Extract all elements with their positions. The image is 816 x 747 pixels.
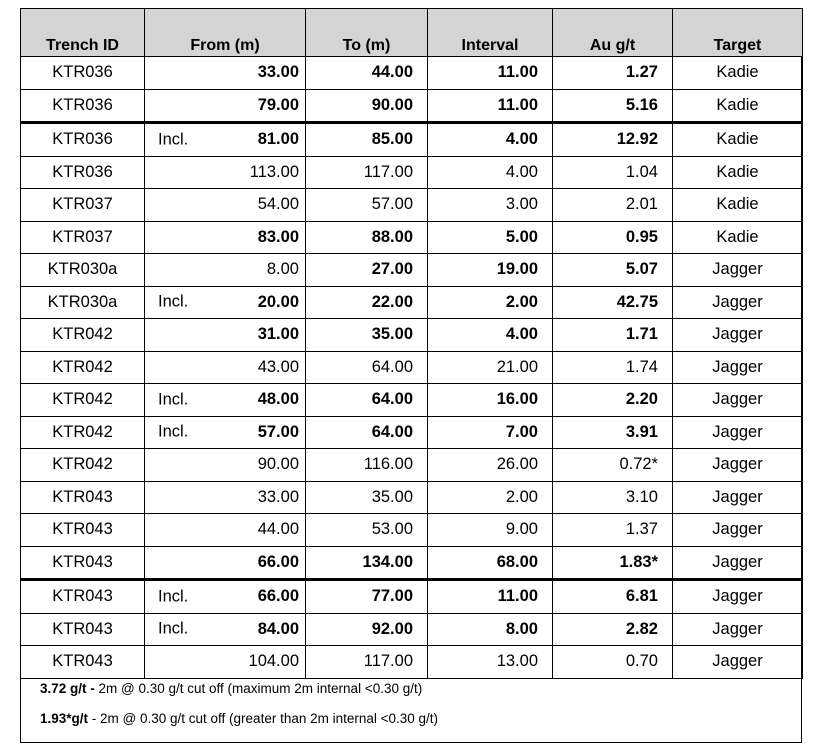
cell-interval-value: 3.00 [505,195,538,214]
cell-target-value: Jagger [712,587,763,606]
cell-trench-id-value: KTR030a [47,292,118,311]
cell-to [306,123,428,157]
cell-trench-id [21,384,145,417]
cell-trench-id-value: KTR042 [52,325,113,344]
cell-interval-value: 13.00 [496,652,538,671]
included-label: Incl. [158,587,189,606]
cell-target-value: Jagger [712,520,763,539]
cell-interval [428,449,553,482]
cell-from [145,123,306,157]
cell-to [306,221,428,254]
cell-target [673,221,803,254]
cell-interval-value: 26.00 [496,455,538,474]
cell-to-value: 35.00 [371,325,413,344]
cell-trench-id-value: KTR036 [52,95,113,114]
cell-au [553,351,673,384]
cell-target [673,156,803,189]
cell-trench-id-value: KTR043 [52,587,113,606]
cell-trench-id [21,613,145,646]
cell-interval-value: 4.00 [505,130,538,149]
cell-interval-value: 5.00 [505,227,538,246]
cell-au [553,384,673,417]
cell-from-value: 54.00 [257,195,299,214]
cell-from-value: 104.00 [248,652,299,671]
cell-trench-id [21,156,145,189]
cell-to-value: 64.00 [371,390,413,409]
cell-target-value: Jagger [712,260,763,279]
cell-trench-id-value: KTR043 [52,652,113,671]
cell-interval [428,123,553,157]
cell-au-value: 3.91 [625,422,658,441]
header-target: Target [673,9,803,57]
cell-to-value: 116.00 [363,455,413,474]
cell-au-value: 2.82 [625,619,658,638]
cell-to-value: 77.00 [371,587,413,606]
cell-interval [428,189,553,222]
cell-to [306,254,428,287]
cell-trench-id-value: KTR042 [52,422,113,441]
included-label: Incl. [158,390,189,409]
cell-au-value: 1.37 [625,520,658,539]
cell-trench-id-value: KTR043 [52,552,113,571]
cell-interval [428,89,553,123]
table-row [21,221,803,254]
table-body [21,57,803,679]
included-label: Incl. [158,130,189,149]
cell-to [306,546,428,580]
cell-interval-value: 21.00 [496,357,538,376]
cell-target [673,351,803,384]
cell-from [145,580,306,614]
cell-au [553,580,673,614]
cell-to [306,89,428,123]
footnote-2 [40,712,438,726]
cell-target [673,89,803,123]
assay-results-table [20,8,803,679]
cell-au-value: 0.72* [619,455,658,474]
cell-trench-id-value: KTR042 [52,390,113,409]
cell-au-value: 5.16 [625,95,658,114]
cell-target [673,449,803,482]
cell-interval [428,646,553,679]
cell-trench-id-value: KTR042 [52,357,113,376]
cell-interval [428,546,553,580]
cell-interval-value: 7.00 [505,422,538,441]
included-label: Incl. [158,292,189,311]
cell-to [306,580,428,614]
cell-from [145,416,306,449]
cell-from [145,481,306,514]
cell-target [673,514,803,547]
cell-from [145,514,306,547]
cell-target [673,286,803,319]
cell-trench-id [21,319,145,352]
table-row [21,481,803,514]
included-label: Incl. [158,422,189,441]
cell-trench-id [21,546,145,580]
table-row [21,156,803,189]
table-row [21,646,803,679]
cell-interval [428,514,553,547]
cell-target-value: Jagger [712,292,763,311]
cell-to [306,514,428,547]
cell-from-value: 33.00 [257,63,299,82]
cell-au [553,449,673,482]
cell-trench-id [21,189,145,222]
cell-trench-id [21,123,145,157]
cell-interval-value: 4.00 [505,325,538,344]
cell-from [145,221,306,254]
cell-trench-id-value: KTR043 [52,487,113,506]
cell-from [145,546,306,580]
footnotes [40,682,438,742]
cell-target [673,384,803,417]
cell-au [553,286,673,319]
table-row [21,546,803,580]
cell-to [306,613,428,646]
cell-au [553,221,673,254]
cell-to-value: 134.00 [362,552,413,571]
cell-au [553,546,673,580]
cell-interval-value: 4.00 [505,162,538,181]
cell-interval [428,481,553,514]
cell-from-value: 66.00 [257,587,299,606]
cell-target-value: Kadie [716,95,759,114]
cell-target [673,580,803,614]
cell-to-value: 57.00 [371,195,413,214]
cell-trench-id-value: KTR037 [52,195,113,214]
cell-trench-id [21,57,145,90]
cell-au-value: 1.83* [619,552,658,571]
cell-trench-id [21,286,145,319]
cell-au [553,123,673,157]
cell-interval-value: 8.00 [505,619,538,638]
cell-au [553,57,673,90]
cell-target-value: Jagger [712,652,763,671]
cell-au [553,189,673,222]
cell-to-value: 27.00 [371,260,413,279]
cell-trench-id [21,351,145,384]
cell-to [306,351,428,384]
cell-from [145,156,306,189]
cell-target-value: Kadie [716,130,759,149]
table-row [21,449,803,482]
cell-au-value: 1.71 [625,325,658,344]
included-label: Incl. [158,619,189,638]
table-row [21,384,803,417]
cell-from-value: 33.00 [257,487,299,506]
cell-from-value: 90.00 [257,455,299,474]
cell-target-value: Jagger [712,390,763,409]
cell-interval-value: 2.00 [505,292,538,311]
table-row [21,254,803,287]
table-row [21,613,803,646]
cell-to [306,189,428,222]
cell-trench-id-value: KTR036 [52,130,113,149]
cell-target-value: Jagger [712,325,763,344]
cell-from [145,286,306,319]
cell-au-value: 12.92 [616,130,658,149]
cell-interval [428,286,553,319]
cell-to-value: 90.00 [371,95,413,114]
cell-from-value: 81.00 [257,130,299,149]
cell-interval [428,57,553,90]
cell-au [553,514,673,547]
footnote-1 [40,682,438,696]
cell-au-value: 1.74 [625,357,658,376]
cell-to [306,384,428,417]
cell-to-value: 117.00 [363,652,413,671]
cell-from [145,89,306,123]
cell-from-value: 31.00 [257,325,299,344]
cell-target [673,189,803,222]
cell-to-value: 53.00 [371,520,413,539]
footnote-1-text: 2m @ 0.30 g/t cut off (maximum 2m internal <0.30 g/t) [94,681,423,696]
cell-from [145,613,306,646]
cell-au-value: 6.81 [625,587,658,606]
cell-interval-value: 11.00 [497,63,538,82]
cell-target [673,613,803,646]
cell-interval [428,580,553,614]
cell-to [306,319,428,352]
cell-interval [428,613,553,646]
cell-from-value: 44.00 [257,520,299,539]
cell-trench-id-value: KTR036 [52,63,113,82]
cell-trench-id [21,514,145,547]
cell-interval-value: 68.00 [496,552,538,571]
cell-to-value: 64.00 [371,422,413,441]
cell-trench-id-value: KTR037 [52,227,113,246]
cell-to [306,286,428,319]
cell-target-value: Jagger [712,619,763,638]
table-row [21,416,803,449]
cell-interval [428,384,553,417]
cell-to [306,416,428,449]
cell-au-value: 1.04 [625,162,658,181]
cell-au [553,254,673,287]
footnote-2-grade: 1.93*g/t [40,711,89,726]
cell-au-value: 0.70 [625,652,658,671]
cell-au [553,416,673,449]
cell-interval-value: 11.00 [497,95,538,114]
cell-trench-id-value: KTR043 [52,619,113,638]
cell-au [553,319,673,352]
cell-to-value: 88.00 [371,227,413,246]
table-row [21,580,803,614]
cell-au-value: 2.20 [625,390,658,409]
cell-au [553,156,673,189]
cell-to [306,481,428,514]
cell-target-value: Kadie [716,195,759,214]
table-row [21,286,803,319]
table-row [21,57,803,90]
cell-from [145,384,306,417]
cell-from-value: 8.00 [266,260,299,279]
cell-to-value: 44.00 [371,63,413,82]
footnote-2-text: - 2m @ 0.30 g/t cut off (greater than 2m internal <0.30 g/t) [88,711,439,726]
cell-interval-value: 19.00 [496,260,538,279]
cell-to [306,449,428,482]
cell-from-value: 43.00 [257,357,299,376]
cell-from-value: 83.00 [257,227,299,246]
cell-to [306,646,428,679]
footnote-1-grade: 3.72 g/t - [40,681,95,696]
table-row [21,351,803,384]
cell-target [673,546,803,580]
cell-trench-id [21,646,145,679]
cell-from [145,646,306,679]
cell-to-value: 117.00 [363,162,413,181]
cell-to-value: 64.00 [371,357,413,376]
cell-target-value: Jagger [712,455,763,474]
header-au: Au g/t [553,9,673,57]
cell-au [553,613,673,646]
cell-interval [428,254,553,287]
cell-trench-id [21,254,145,287]
cell-trench-id [21,481,145,514]
table-row [21,319,803,352]
cell-from-value: 48.00 [257,390,299,409]
table-row [21,189,803,222]
cell-target-value: Kadie [716,162,759,181]
cell-au-value: 42.75 [616,292,658,311]
cell-target [673,416,803,449]
cell-from [145,57,306,90]
cell-interval-value: 2.00 [505,487,538,506]
cell-target [673,123,803,157]
header-interval: Interval [428,9,553,57]
cell-interval [428,221,553,254]
cell-from-value: 79.00 [257,95,299,114]
cell-from [145,449,306,482]
table-row [21,514,803,547]
cell-trench-id-value: KTR043 [52,520,113,539]
cell-au [553,646,673,679]
cell-interval [428,351,553,384]
cell-au [553,481,673,514]
cell-target-value: Kadie [716,227,759,246]
cell-au-value: 3.10 [625,487,658,506]
cell-from [145,254,306,287]
cell-target [673,254,803,287]
table-row [21,123,803,157]
cell-target [673,481,803,514]
cell-au [553,89,673,123]
cell-to-value: 85.00 [371,130,413,149]
cell-to [306,156,428,189]
cell-interval-value: 16.00 [496,390,538,409]
header-row [21,9,803,57]
cell-interval-value: 9.00 [505,520,538,539]
cell-trench-id-value: KTR030a [47,260,118,279]
cell-from-value: 57.00 [257,422,299,441]
cell-target [673,646,803,679]
cell-au-value: 1.27 [625,63,658,82]
cell-to-value: 92.00 [371,619,413,638]
cell-from [145,319,306,352]
cell-target [673,319,803,352]
cell-from-value: 84.00 [257,619,299,638]
cell-interval [428,156,553,189]
header-to: To (m) [306,9,428,57]
cell-interval-value: 11.00 [497,587,538,606]
cell-au-value: 5.07 [625,260,658,279]
cell-trench-id [21,221,145,254]
table-row [21,89,803,123]
cell-to-value: 22.00 [371,292,413,311]
cell-au-value: 2.01 [625,195,658,214]
cell-from-value: 20.00 [257,292,299,311]
cell-target-value: Jagger [712,422,763,441]
cell-trench-id-value: KTR042 [52,455,113,474]
cell-au-value: 0.95 [625,227,658,246]
cell-interval [428,416,553,449]
cell-target-value: Jagger [712,487,763,506]
cell-trench-id [21,416,145,449]
cell-target-value: Jagger [712,552,763,571]
cell-target [673,57,803,90]
cell-trench-id [21,449,145,482]
header-from: From (m) [145,9,306,57]
cell-target-value: Kadie [716,63,759,82]
cell-to-value: 35.00 [371,487,413,506]
cell-from-value: 66.00 [257,552,299,571]
cell-from-value: 113.00 [249,162,299,181]
cell-trench-id [21,580,145,614]
cell-trench-id [21,89,145,123]
cell-target-value: Jagger [712,357,763,376]
cell-from [145,351,306,384]
cell-from [145,189,306,222]
cell-interval [428,319,553,352]
cell-to [306,57,428,90]
header-trench-id: Trench ID [21,9,145,57]
cell-trench-id-value: KTR036 [52,162,113,181]
